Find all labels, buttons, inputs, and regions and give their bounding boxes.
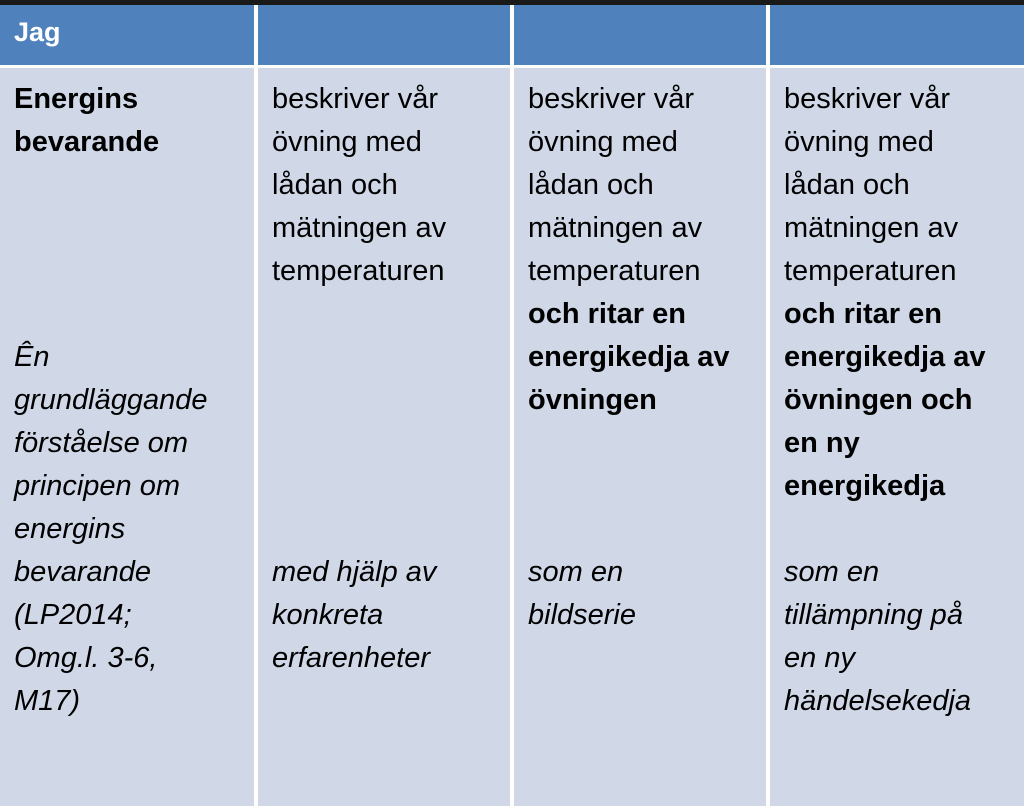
- level-2-qualifier-line: bildserie: [528, 599, 636, 631]
- level-3-bold-line: övningen och: [784, 384, 973, 416]
- header-cell-2: [258, 5, 510, 65]
- level-2-main-line: mätningen av: [528, 212, 703, 244]
- level-1-main: [272, 78, 506, 293]
- topic-title-line: Energins: [14, 83, 139, 115]
- level-3-qualifier-line: som en: [784, 556, 880, 588]
- topic-desc-line: grundläggande: [14, 384, 208, 416]
- cell-topic: [0, 68, 254, 806]
- level-2-bold-line: och ritar en: [528, 298, 686, 330]
- level-3-bold-line: energikedja: [784, 470, 946, 502]
- level-1-qualifier: [272, 551, 506, 680]
- level-1-main-line: lådan och: [272, 169, 398, 201]
- header-label-jag: Jag: [14, 17, 61, 47]
- level-1-main-line: temperaturen: [272, 255, 445, 287]
- level-2-main-line: beskriver vår: [528, 83, 694, 115]
- level-2-bold-line: övningen: [528, 384, 657, 416]
- level-3-qualifier: [784, 551, 1020, 723]
- level-1-qualifier-line: erfarenheter: [272, 642, 430, 674]
- level-2-main-line: temperaturen: [528, 255, 701, 287]
- level-1-main-line: övning med: [272, 126, 422, 158]
- level-3-bold-line: och ritar en: [784, 298, 942, 330]
- header-cell-4: [770, 5, 1024, 65]
- level-1-qualifier-line: med hjälp av: [272, 556, 437, 588]
- header-cell-1: [0, 5, 254, 65]
- level-3-bold-line: energikedja av: [784, 341, 986, 373]
- topic-desc-line: M17): [14, 685, 81, 717]
- level-2-bold-line: energikedja av: [528, 341, 730, 373]
- level-2-qualifier: [528, 551, 762, 637]
- topic-desc-line: Ên: [14, 341, 50, 373]
- cell-level-2: [514, 68, 766, 806]
- level-3-main-line: mätningen av: [784, 212, 959, 244]
- level-3-qualifier-line: händelsekedja: [784, 685, 972, 717]
- level-3-main-line: beskriver vår: [784, 83, 950, 115]
- level-1-qualifier-line: konkreta: [272, 599, 384, 631]
- level-1-main-line: beskriver vår: [272, 83, 438, 115]
- cell-level-3: [770, 68, 1024, 806]
- level-3-qualifier-line: en ny: [784, 642, 855, 674]
- table-body-row: [0, 68, 1024, 806]
- level-2-main: [528, 78, 762, 422]
- level-3-bold-line: en ny: [784, 427, 860, 459]
- level-2-qualifier-line: som en: [528, 556, 624, 588]
- topic-desc-line: principen om: [14, 470, 181, 502]
- topic-desc-line: Omg.l. 3-6,: [14, 642, 158, 674]
- topic-description: [14, 336, 250, 723]
- level-1-main-line: mätningen av: [272, 212, 447, 244]
- topic-desc-line: energins: [14, 513, 126, 545]
- topic-title-line: bevarande: [14, 126, 160, 158]
- topic-desc-line: (LP2014;: [14, 599, 132, 631]
- topic-title: [14, 78, 250, 164]
- topic-desc-line: bevarande: [14, 556, 152, 588]
- level-3-qualifier-line: tillämpning på: [784, 599, 963, 631]
- level-2-main-line: övning med: [528, 126, 678, 158]
- header-cell-3: [514, 5, 766, 65]
- level-3-main-line: temperaturen: [784, 255, 957, 287]
- table-header-row: [0, 5, 1024, 65]
- level-3-main-line: övning med: [784, 126, 934, 158]
- level-3-main: [784, 78, 1020, 508]
- topic-desc-line: förståelse om: [14, 427, 189, 459]
- level-2-main-line: lådan och: [528, 169, 654, 201]
- level-3-main-line: lådan och: [784, 169, 910, 201]
- cell-level-1: [258, 68, 510, 806]
